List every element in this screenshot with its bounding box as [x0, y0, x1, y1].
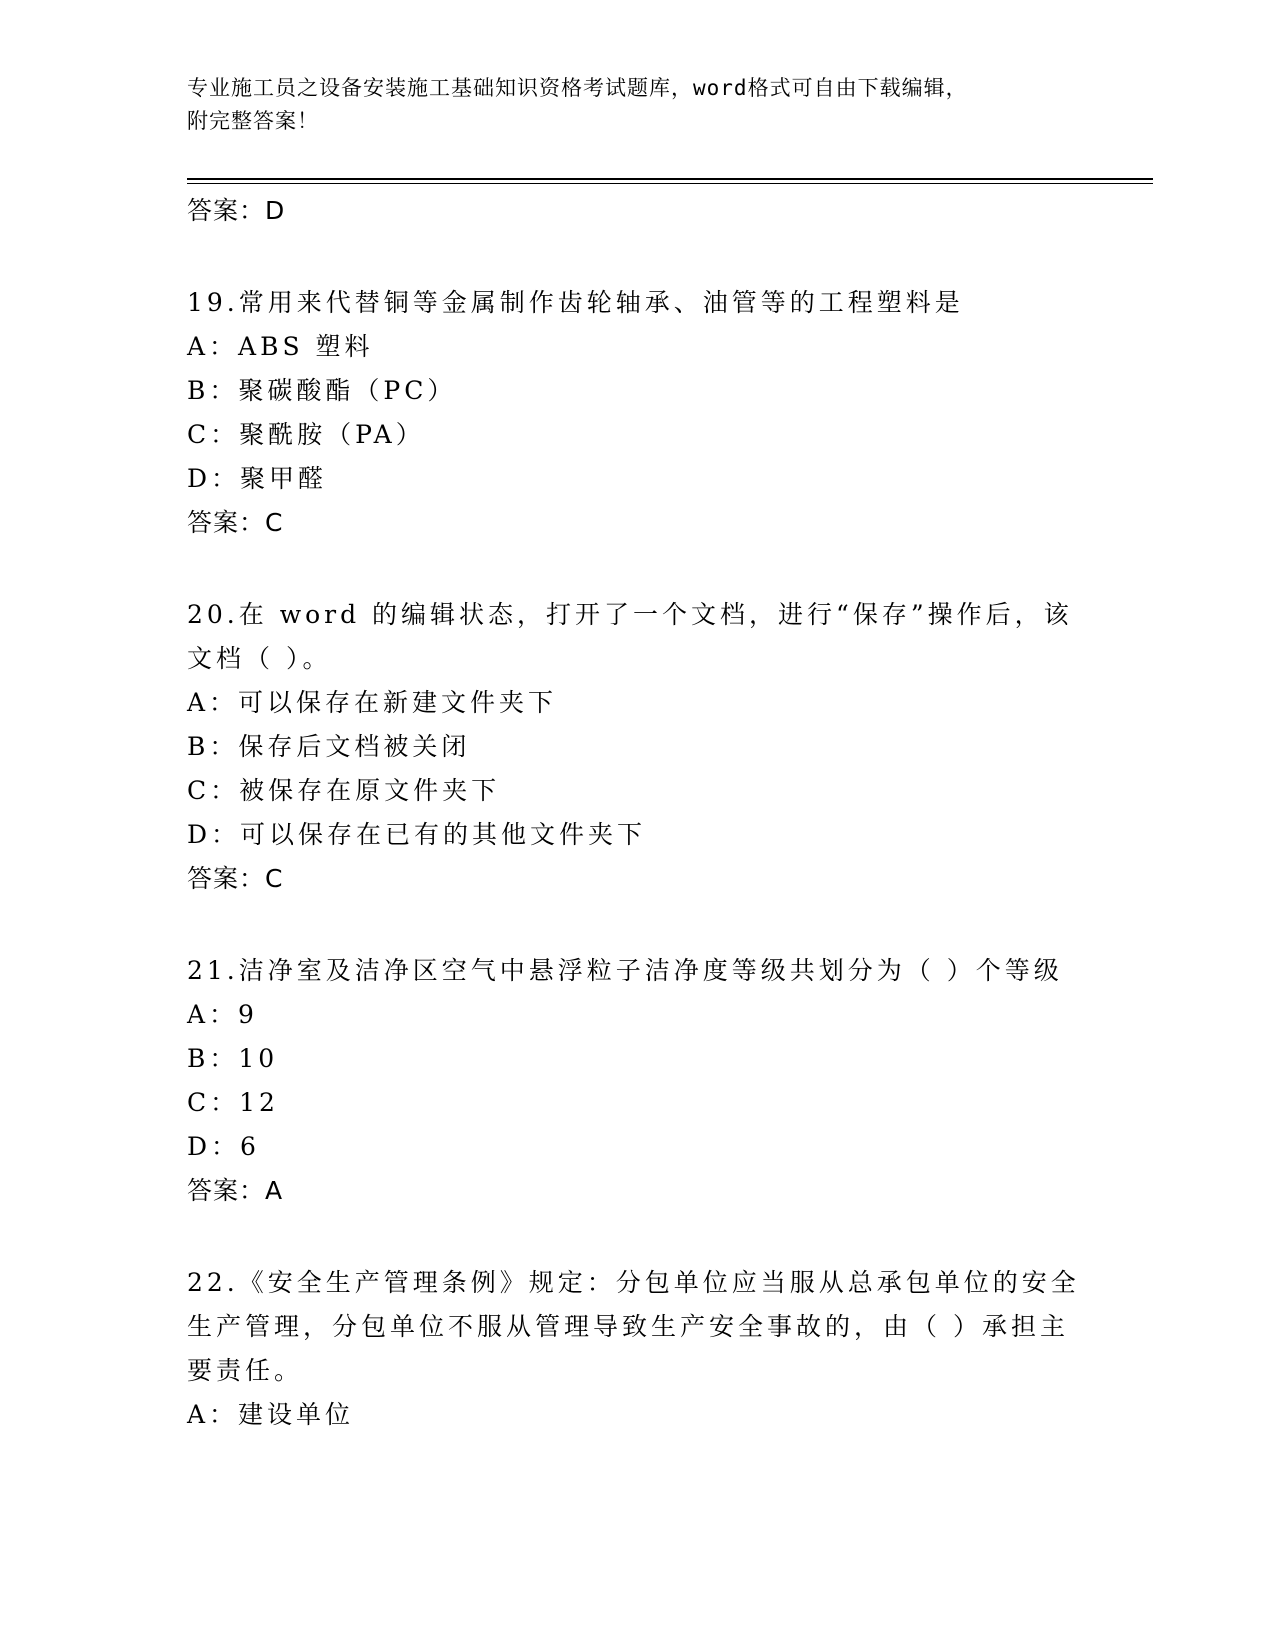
question-20-answer: 答案：C [187, 864, 284, 893]
question-21-text: 21.洁净室及洁净区空气中悬浮粒子洁净度等级共划分为（ ）个等级 [187, 956, 1063, 985]
question-20-option-d: D：可以保存在已有的其他文件夹下 [187, 820, 647, 849]
question-20-option-a: A：可以保存在新建文件夹下 [187, 688, 558, 717]
header-rule-thick [187, 178, 1153, 180]
header-rule-thin [187, 183, 1153, 184]
question-22-text-3: 要责任。 [187, 1356, 304, 1385]
question-19-option-d: D：聚甲醛 [187, 464, 328, 493]
header-line-2: 附完整答案！ [187, 109, 319, 133]
question-20-text-1: 20.在 word 的编辑状态，打开了一个文档，进行“保存”操作后，该 [187, 600, 1073, 629]
question-20-option-b: B：保存后文档被关闭 [187, 732, 471, 761]
question-19-option-b: B：聚碳酸酯（PC） [187, 376, 457, 405]
question-21-option-b: B：10 [187, 1044, 279, 1073]
answer-prev: 答案：D [187, 196, 286, 225]
question-21-option-c: C：12 [187, 1088, 279, 1117]
question-19-option-c: C：聚酰胺（PA） [187, 420, 425, 449]
question-19-answer: 答案：C [187, 508, 284, 537]
question-21-answer: 答案：A [187, 1176, 284, 1205]
document-header [187, 72, 1087, 138]
question-21-option-a: A：9 [187, 1000, 258, 1029]
question-20-text-2: 文档（ ）。 [187, 644, 332, 673]
question-21-option-d: D：6 [187, 1132, 260, 1161]
header-line-1: 专业施工员之设备安装施工基础知识资格考试题库，word格式可自由下载编辑， [187, 76, 968, 100]
question-19-option-a: A：ABS 塑料 [187, 332, 374, 361]
question-22-text-2: 生产管理，分包单位不服从管理导致生产安全事故的，由（ ）承担主 [187, 1312, 1069, 1341]
question-22-text-1: 22.《安全生产管理条例》规定：分包单位应当服从总承包单位的安全 [187, 1268, 1080, 1297]
question-19-text: 19.常用来代替铜等金属制作齿轮轴承、油管等的工程塑料是 [187, 288, 964, 317]
question-20-option-c: C：被保存在原文件夹下 [187, 776, 501, 805]
question-22-option-a: A：建设单位 [187, 1400, 355, 1429]
